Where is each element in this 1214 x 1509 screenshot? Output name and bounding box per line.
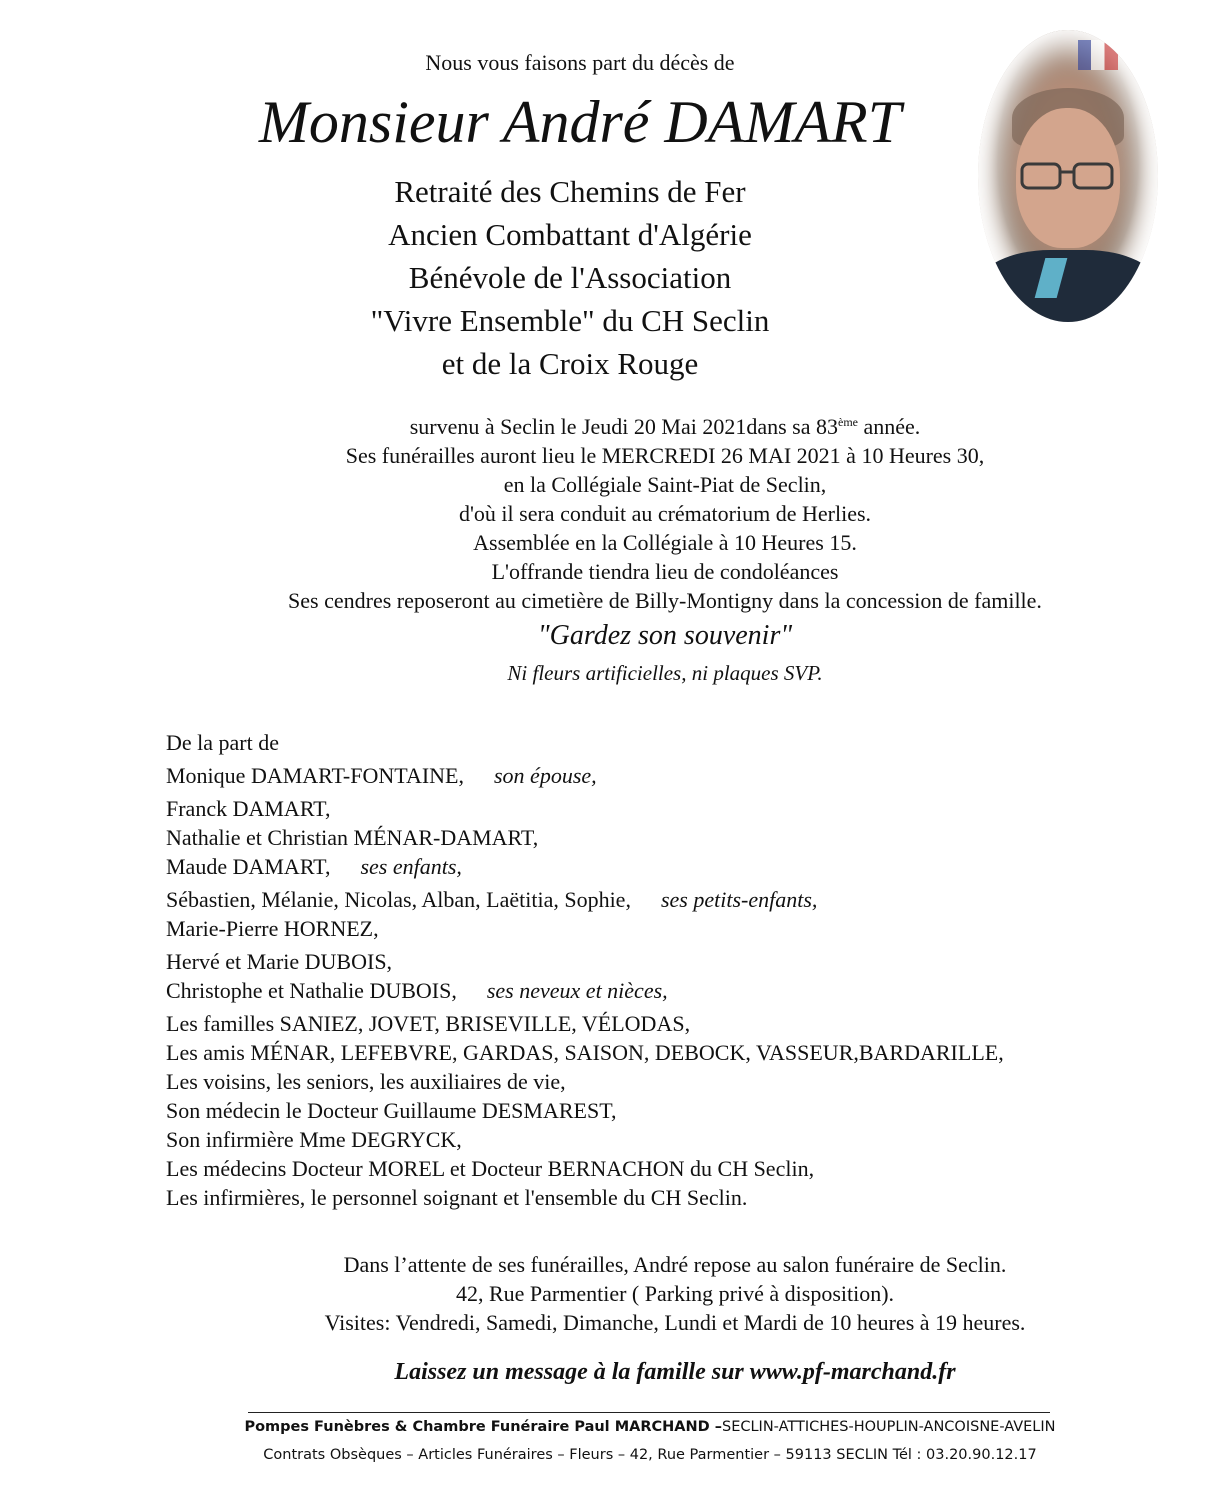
details-line: d'où il sera conduit au crématorium de Herlies. (458, 501, 872, 526)
title-line: "Vivre Ensemble" du CH Seclin (370, 303, 770, 338)
family-line: Christophe et Nathalie DUBOIS, ses neveux et nièces, (166, 978, 668, 1003)
website-message: Laissez un message à la famille sur www.pf-marchand.fr (394, 1359, 956, 1385)
wake-info (240, 1250, 1110, 1337)
family-line: Monique DAMART-FONTAINE, son épouse, (166, 763, 597, 788)
portrait-photo (978, 30, 1158, 322)
family-line: Les voisins, les seniors, les auxiliaires de vie, (166, 1069, 566, 1094)
family-line: Son médecin le Docteur Guillaume DESMAREST, (166, 1098, 617, 1123)
title-line: Ancien Combattant d'Algérie (388, 217, 752, 252)
footer-company: Pompes Funèbres & Chambre Funéraire Paul MARCHAND –SECLIN-ATTICHES-HOUPLIN-ANCOISNE-AVELIN (244, 1419, 1056, 1435)
family-header: De la part de (166, 730, 279, 755)
footer-divider (248, 1412, 1050, 1413)
title-line: Bénévole de l'Association (408, 260, 732, 295)
glasses-icon (1008, 160, 1128, 194)
funeral-details (200, 412, 1130, 615)
portrait-shirt (978, 250, 1158, 322)
details-line: Ses cendres reposeront au cimetière de Billy-Montigny dans la concession de famille. (288, 588, 1042, 613)
details-line: Assemblée en la Collégiale à 10 Heures 15. (473, 530, 857, 555)
flag-decoration (1078, 40, 1118, 70)
family-line: Sébastien, Mélanie, Nicolas, Alban, Laëtitia, Sophie, ses petits-enfants, (166, 887, 818, 912)
wake-line: Dans l’attente de ses funérailles, André repose au salon funéraire de Seclin. (343, 1252, 1007, 1277)
motto: "Gardez son souvenir" (537, 620, 793, 651)
family-list (166, 728, 1166, 1212)
family-line: Marie-Pierre HORNEZ, (166, 916, 379, 941)
family-line: Franck DAMART, (166, 796, 331, 821)
family-line: Son infirmière Mme DEGRYCK, (166, 1127, 462, 1152)
family-line: Les médecins Docteur MOREL et Docteur BERNACHON du CH Seclin, (166, 1156, 815, 1181)
family-line: Maude DAMART, ses enfants, (166, 854, 462, 879)
flowers-note: Ni fleurs artificielles, ni plaques SVP. (507, 661, 823, 685)
footer-services: Contrats Obsèques – Articles Funéraires – Fleurs – 42, Rue Parmentier – 59113 SECLIN Tél : 03.20.90.12.17 (263, 1447, 1037, 1463)
details-line: Ses funérailles auront lieu le MERCREDI 26 MAI 2021 à 10 Heures 30, (345, 443, 985, 468)
wake-line: Visites: Vendredi, Samedi, Dimanche, Lundi et Mardi de 10 heures à 19 heures. (324, 1310, 1026, 1335)
intro-text: Nous vous faisons part du décès de (425, 50, 735, 75)
title-line: et de la Croix Rouge (441, 346, 699, 381)
family-line: Nathalie et Christian MÉNAR-DAMART, (166, 825, 539, 850)
details-line: en la Collégiale Saint-Piat de Seclin, (503, 472, 827, 497)
deceased-name: Monsieur André DAMART (258, 89, 902, 155)
family-line: Les familles SANIEZ, JOVET, BRISEVILLE, VÉLODAS, (166, 1011, 691, 1036)
details-line: L'offrande tiendra lieu de condoléances (491, 559, 839, 584)
wake-line: 42, Rue Parmentier ( Parking privé à disposition). (455, 1281, 895, 1306)
title-line: Retraité des Chemins de Fer (394, 174, 746, 209)
titles-block (300, 170, 840, 385)
family-line: Hervé et Marie DUBOIS, (166, 949, 393, 974)
family-line: Les infirmières, le personnel soignant et l'ensemble du CH Seclin. (166, 1185, 748, 1210)
details-line: survenu à Seclin le Jeudi 20 Mai 2021dans sa 83ème année. (409, 414, 921, 439)
family-line: Les amis MÉNAR, LEFEBVRE, GARDAS, SAISON, DEBOCK, VASSEUR,BARDARILLE, (166, 1040, 1004, 1065)
